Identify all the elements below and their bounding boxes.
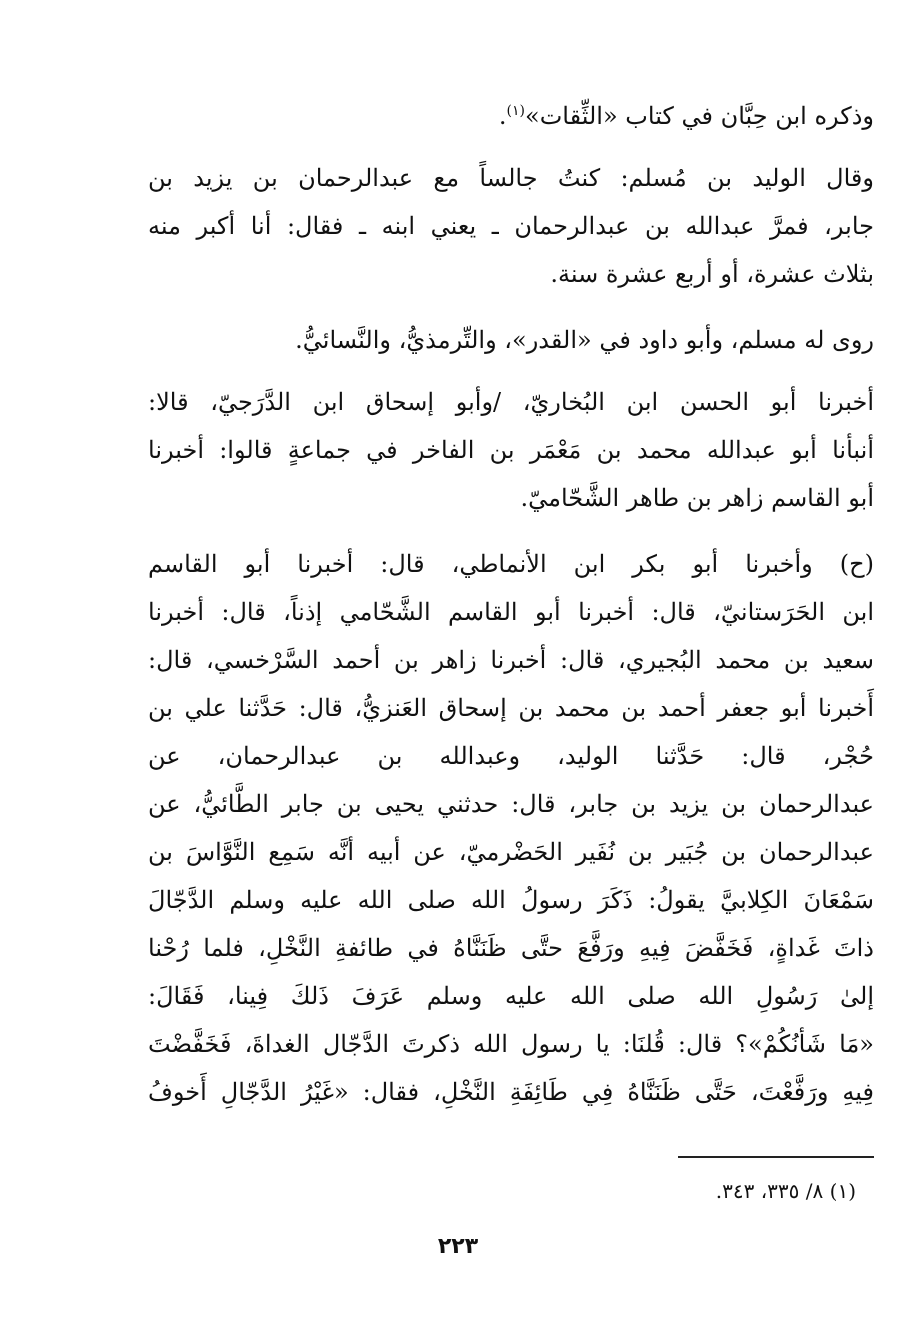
paragraph-2 <box>148 154 874 298</box>
paragraph-line: (ح) وأخبرنا أبو بكر ابن الأنماطي، قال: أخبرنا أبو القاسم <box>148 550 874 578</box>
paragraph-line: أَخبرنا أبو جعفر أحمد بن محمد بن إسحاق العَنزيُّ، قال: حَدَّثنا علي بن <box>148 694 874 722</box>
paragraph-line: بثلاث عشرة، أو أربع عشرة سنة. <box>550 260 874 288</box>
paragraph-line: روى له مسلم، وأبو داود في «القدر»، والتِّرمذيُّ، والنَّسائيُّ. <box>295 326 874 354</box>
paragraph-text: وذكره ابن حِبَّان في كتاب «الثِّقات» <box>525 102 874 130</box>
paragraph-line: سعيد بن محمد البُجيري، قال: أخبرنا زاهر بن أحمد السَّرْخسي، قال: <box>148 646 874 674</box>
footnote-text: (١) ٨/ ٣٣٥، ٣٤٣. <box>715 1179 856 1203</box>
paragraph-line: أخبرنا أبو الحسن ابن البُخاريّ، /وأبو إسحاق ابن الدَّرَجيّ، قالا: <box>148 388 874 416</box>
paragraph-line: أنبأنا أبو عبدالله محمد بن مَعْمَر بن الفاخر في جماعةٍ قالوا: أخبرنا <box>148 436 874 464</box>
paragraph-line <box>148 92 874 140</box>
paragraph-line: ابن الحَرَستانيّ، قال: أخبرنا أبو القاسم الشَّحّامي إذناً، قال: أخبرنا <box>148 598 874 626</box>
paragraph-line: فِيهِ ورَفَّعْتَ، حَتَّى ظَنَنَّاهُ فِي طَائِفَةِ النَّخْلِ، فقال: «غَيْرُ الدَّجّالِ أَخوفُ <box>148 1078 874 1106</box>
paragraph-5 <box>148 540 874 1116</box>
page-number: ٢٢٣ <box>437 1234 479 1259</box>
footnote <box>156 1175 856 1207</box>
paragraph-line: إلىٰ رَسُولِ الله صلى الله عليه وسلم عَرَفَ ذَلكَ فِينا، فَقَالَ: <box>148 982 874 1010</box>
footnote-divider <box>678 1156 874 1158</box>
paragraph-line: جابر، فمرَّ عبدالله بن عبدالرحمان ـ يعني ابنه ـ فقال: أنا أكبر منه <box>148 212 874 240</box>
paragraph-line: «مَا شَأنُكُمْ»؟ قال: قُلنَا: يا رسول الله ذكرتَ الدَّجّال الغداةَ، فَخَفَّضْتَ <box>148 1030 874 1058</box>
paragraph-line: أبو القاسم زاهر بن طاهر الشَّحّاميّ. <box>520 484 874 512</box>
footnote-reference[interactable]: (١) <box>506 103 526 119</box>
paragraph-line: حُجْر، قال: حَدَّثنا الوليد، وعبدالله بن عبدالرحمان، عن <box>148 742 874 770</box>
paragraph-line: عبدالرحمان بن يزيد بن جابر، قال: حدثني يحيى بن جابر الطَّائيُّ، عن <box>148 790 875 818</box>
paragraph-4 <box>148 378 874 522</box>
paragraph-line: سَمْعَانَ الكِلابيَّ يقولُ: ذَكَرَ رسولُ الله صلى الله عليه وسلم الدَّجّالَ <box>148 886 874 914</box>
paragraph-1 <box>148 92 874 140</box>
paragraph-line: ذاتَ غَداةٍ، فَخَفَّضَ فِيهِ ورَفَّعَ حتَّى ظَنَنَّاهُ في طائفةِ النَّخْلِ، فلما رُحْنا <box>148 934 874 962</box>
page-body <box>148 92 874 1116</box>
sentence-end: . <box>498 102 507 130</box>
paragraph-3 <box>148 316 874 364</box>
paragraph-line: عبدالرحمان بن جُبَير بن نُفَير الحَضْرميّ، عن أبيه أنَّه سَمِع النَّوَّاسَ بن <box>148 838 874 866</box>
paragraph-line: وقال الوليد بن مُسلم: كنتُ جالساً مع عبدالرحمان بن يزيد بن <box>148 164 874 192</box>
